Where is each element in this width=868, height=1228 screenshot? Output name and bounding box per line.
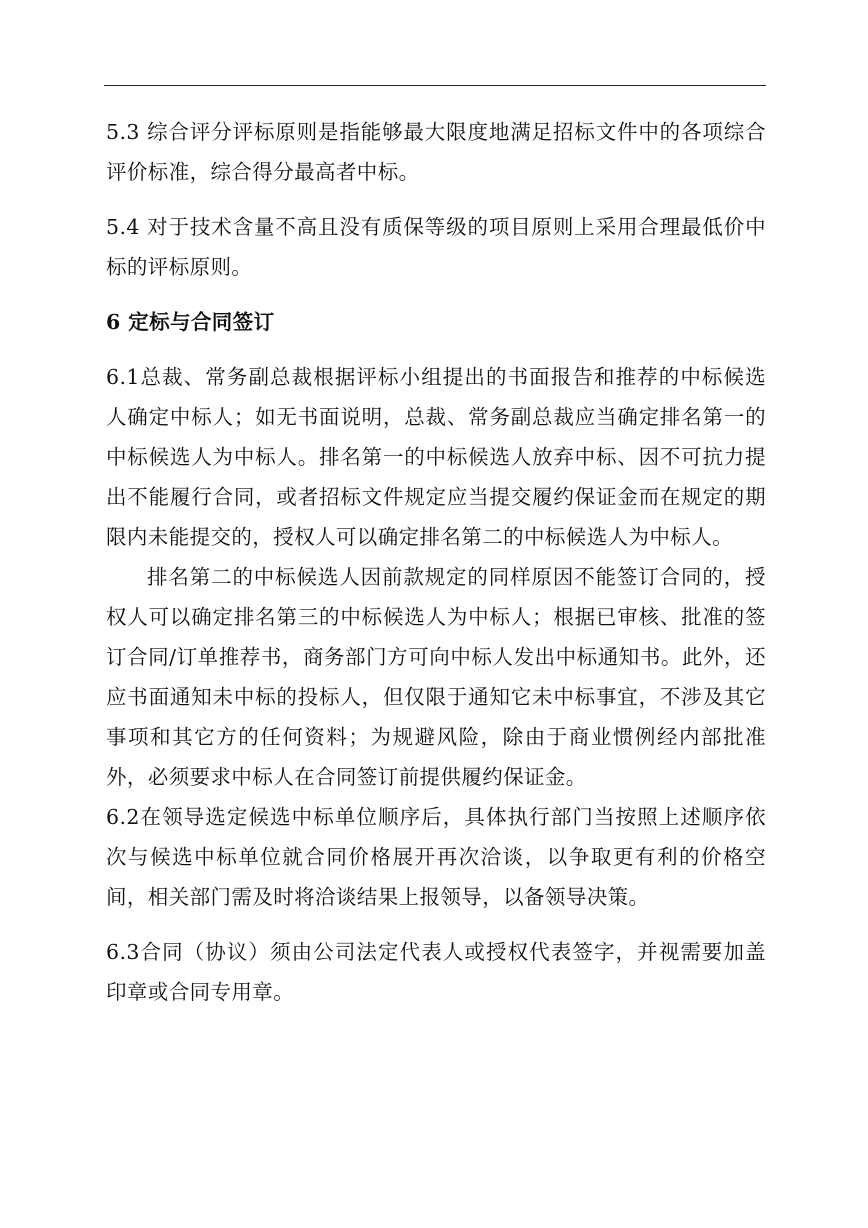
paragraph-6-1-continued: 排名第二的中标候选人因前款规定的同样原因不能签订合同的，授权人可以确定排名第三的中标候选人为中标人；根据已审核、批准的签订合同/订单推荐书，商务部门方可向中标人发出中标通知书。此外，还应书面通知未中标的投标人，但仅限于通知它未中标事宜，不涉及其它事项和其它方的任何资料；为规避风险，除由于商业惯例经内部批准外，必须要求中标人在合同签订前提供履约保证金。 xyxy=(106,565,766,789)
document-body xyxy=(106,112,766,1012)
header-rule xyxy=(104,85,766,86)
paragraph-5-3: 5.3 综合评分评标原则是指能够最大限度地满足招标文件中的各项综合评价标准，综合得分最高者中标。 xyxy=(106,120,766,184)
paragraph-5-4: 5.4 对于技术含量不高且没有质保等级的项目原则上采用合理最低价中标的评标原则。 xyxy=(106,215,766,279)
paragraph-6-2: 6.2在领导选定候选中标单位顺序后，具体执行部门当按照上述顺序依次与候选中标单位就合同价格展开再次洽谈，以争取更有利的价格空间，相关部门需及时将洽谈结果上报领导，以备领导决策。 xyxy=(106,805,766,909)
section-heading-6: 6 定标与合同签订 xyxy=(106,310,275,334)
paragraph-6-3: 6.3合同（协议）须由公司法定代表人或授权代表签字，并视需要加盖印章或合同专用章。 xyxy=(106,940,766,1004)
paragraph-6-1: 6.1总裁、常务副总裁根据评标小组提出的书面报告和推荐的中标候选人确定中标人；如无书面说明，总裁、常务副总裁应当确定排名第一的中标候选人为中标人。排名第一的中标候选人放弃中标、因不可抗力提出不能履行合同，或者招标文件规定应当提交履约保证金而在规定的期限内未能提交的，授权人可以确定排名第二的中标候选人为中标人。 xyxy=(106,365,766,549)
